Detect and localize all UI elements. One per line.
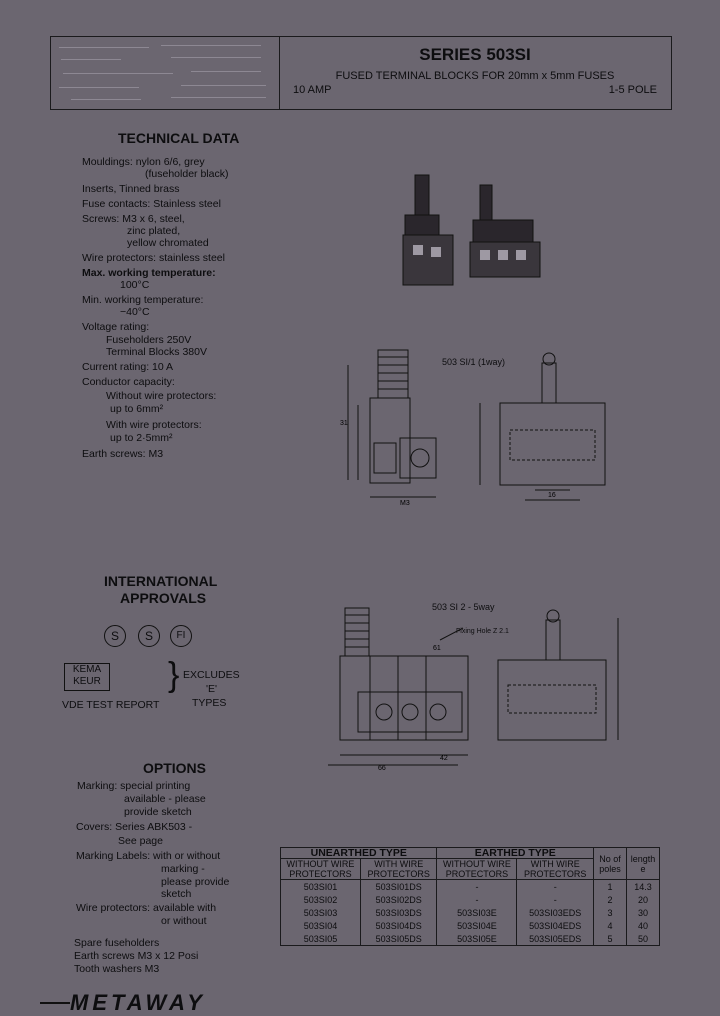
dim-3: 16: [548, 492, 556, 499]
tech-line: Current rating: 10 A: [82, 361, 174, 373]
tech-line: Min. working temperature:: [82, 294, 204, 306]
dim-5: 42: [440, 755, 448, 762]
table-cell: 503SI04DS: [360, 919, 437, 932]
option-line: Covers: Series ABK503 -: [76, 821, 193, 833]
table-cell: 503SI05E: [437, 932, 517, 946]
table-cell: 503SI05EDS: [517, 932, 594, 946]
length-header: length e: [627, 848, 660, 880]
approvals-title-2: APPROVALS: [120, 590, 207, 606]
table-cell: 503SI04EDS: [517, 919, 594, 932]
tech-line: zinc plated,: [127, 225, 181, 237]
table-cell: 503SI04: [281, 919, 361, 932]
options-title: OPTIONS: [143, 760, 207, 776]
option-line: provide sketch: [124, 806, 192, 818]
sub-header: WITHOUT WIRE PROTECTORS: [437, 859, 517, 880]
tech-line: −40°C: [120, 306, 150, 318]
table-cell: -: [517, 893, 594, 906]
table-cell: 503SI03EDS: [517, 906, 594, 919]
tech-line: Wire protectors: stainless steel: [82, 252, 225, 264]
table-cell: 503SI02: [281, 893, 361, 906]
kema-keur-logo: [64, 663, 110, 691]
option-line: Wire protectors: available with: [76, 902, 217, 914]
earthed-header: EARTHED TYPE: [437, 848, 594, 859]
table-cell: 503SI01: [281, 880, 361, 894]
product-photo: [395, 165, 555, 295]
table-cell: 503SI01DS: [360, 880, 437, 894]
tech-line: Mouldings: nylon 6/6, grey: [82, 156, 205, 168]
vde-test-report: VDE TEST REPORT: [62, 699, 160, 711]
option-line: available - please: [124, 793, 206, 805]
poles-header: No of poles: [594, 848, 627, 880]
multi-way-diagram: [318, 600, 628, 770]
table-cell: 5: [594, 932, 627, 946]
technical-title: TECHNICAL DATA: [118, 130, 240, 146]
option-line: Tooth washers M3: [74, 963, 160, 975]
tech-line: Max. working temperature:: [82, 267, 216, 279]
series-title: SERIES 503SI: [419, 45, 531, 64]
table-row: [281, 932, 660, 946]
option-line: Spare fuseholders: [74, 937, 160, 949]
keur-text: KEUR: [73, 676, 101, 687]
table-cell: 503SI05: [281, 932, 361, 946]
table-cell: 3: [594, 906, 627, 919]
table-cell: 503SI03: [281, 906, 361, 919]
table-row: [281, 880, 660, 894]
fixing-hole-label: Fixing Hole Z 2.1: [456, 628, 509, 635]
table-cell: -: [517, 880, 594, 894]
option-line: or without: [161, 915, 207, 927]
tech-line: up to 6mm²: [110, 403, 164, 415]
sub-header: WITH WIRE PROTECTORS: [517, 859, 594, 880]
excludes-3: TYPES: [192, 697, 227, 709]
tech-line: Fuseholders 250V: [106, 334, 192, 346]
tech-line: Fuse contacts: Stainless steel: [82, 198, 221, 210]
option-line: See page: [118, 835, 163, 847]
tech-line: (fuseholder black): [145, 168, 229, 180]
tech-line: Terminal Blocks 380V: [106, 346, 207, 358]
ordering-table: [280, 847, 660, 946]
brace-icon: }: [168, 656, 180, 694]
table-row: [281, 906, 660, 919]
one-way-label: 503 SI/1 (1way): [442, 357, 506, 367]
tech-line: Conductor capacity:: [82, 376, 175, 388]
table-row: [281, 893, 660, 906]
approval-mark-s: S: [104, 625, 126, 647]
tech-line: Earth screws: M3: [82, 448, 164, 460]
table-cell: -: [437, 880, 517, 894]
table-cell: 50: [627, 932, 660, 946]
option-line: marking -: [161, 863, 205, 875]
footer-brand-text: METAWAY: [70, 990, 206, 1015]
table-row: [281, 919, 660, 932]
sub-header: WITHOUT WIRE PROTECTORS: [281, 859, 361, 880]
option-line: please provide: [161, 876, 230, 888]
tech-line: up to 2·5mm²: [110, 432, 173, 444]
tech-line: Inserts, Tinned brass: [82, 183, 180, 195]
tech-line: Voltage rating:: [82, 321, 150, 333]
kema-text: KEMA: [72, 664, 102, 675]
sub-header: WITH WIRE PROTECTORS: [360, 859, 437, 880]
unearthed-header: UNEARTHED TYPE: [281, 848, 437, 859]
multi-way-label: 503 SI 2 - 5way: [432, 602, 495, 612]
table-cell: 40: [627, 919, 660, 932]
series-subtitle: FUSED TERMINAL BLOCKS FOR 20mm x 5mm FUSES: [335, 70, 615, 82]
table-cell: 503SI03E: [437, 906, 517, 919]
header-box: [50, 36, 672, 110]
option-line: Earth screws M3 x 12 Posi: [74, 950, 199, 962]
approvals-title-1: INTERNATIONAL: [104, 573, 218, 589]
footer-brand-logo: [40, 990, 240, 1015]
table-cell: 30: [627, 906, 660, 919]
dim-2: M3: [400, 500, 410, 507]
table-cell: 503SI03DS: [360, 906, 437, 919]
table-cell: 14.3: [627, 880, 660, 894]
table-cell: 4: [594, 919, 627, 932]
tech-line: With wire protectors:: [106, 419, 202, 431]
tech-line: Without wire protectors:: [106, 390, 217, 402]
table-cell: 503SI04E: [437, 919, 517, 932]
excludes-2: 'E': [206, 683, 218, 695]
approval-mark-s-two: S: [138, 625, 160, 647]
header-logo-area: [51, 37, 280, 109]
dim-6: 66: [378, 765, 386, 770]
option-line: Marking Labels: with or without: [76, 850, 221, 862]
approval-mark-fi: FI: [170, 625, 192, 647]
tech-line: Screws: M3 x 6, steel,: [82, 213, 185, 225]
dim-4: 61: [433, 645, 441, 652]
excludes-1: EXCLUDES: [183, 669, 240, 681]
option-line: Marking: special printing: [77, 780, 191, 792]
tech-line: yellow chromated: [127, 237, 209, 249]
table-cell: 20: [627, 893, 660, 906]
table-cell: 503SI02DS: [360, 893, 437, 906]
tech-line: 100°C: [120, 279, 150, 291]
option-line: sketch: [161, 888, 192, 900]
amp-rating: 10 AMP: [293, 84, 332, 96]
one-way-diagram: [330, 345, 620, 510]
pole-range: 1-5 POLE: [608, 84, 657, 96]
table-cell: 1: [594, 880, 627, 894]
table-cell: 2: [594, 893, 627, 906]
dim-1: 31: [340, 420, 348, 427]
table-cell: 503SI05DS: [360, 932, 437, 946]
table-cell: -: [437, 893, 517, 906]
